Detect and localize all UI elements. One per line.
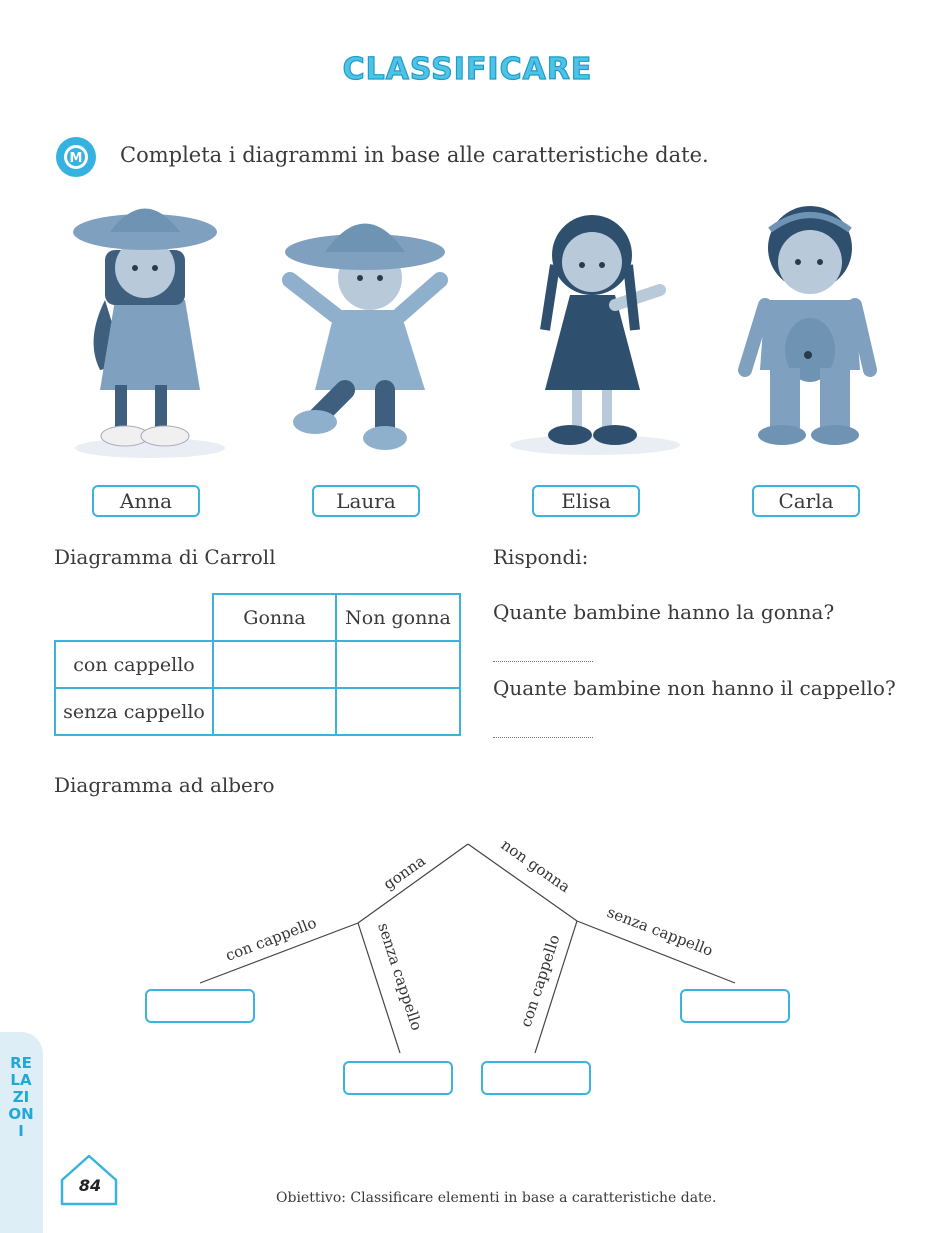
- carroll-corner: [55, 594, 213, 641]
- answers-title: Rispondi:: [493, 545, 589, 569]
- page-number: 84: [78, 1176, 102, 1195]
- carroll-answer-cell[interactable]: [213, 688, 336, 735]
- tree-label-right-senza-cappello: senza cappello: [604, 902, 716, 960]
- question-text: Quante bambine hanno la gonna?: [493, 600, 835, 624]
- carroll-row-header: con cappello: [55, 641, 213, 688]
- carroll-row-header: senza cappello: [55, 688, 213, 735]
- instruction-text: Completa i diagrammi in base alle caratteristiche date.: [120, 143, 709, 167]
- tree-answer-box[interactable]: [343, 1061, 453, 1095]
- answer-line[interactable]: [493, 660, 593, 662]
- tree-label-right-con-cappello: con cappello: [516, 932, 564, 1030]
- carroll-col-header: Gonna: [213, 594, 336, 641]
- page-title: CLASSIFICARE: [342, 52, 593, 87]
- child-figure-anna: [55, 190, 245, 470]
- exercise-icon: [53, 134, 99, 180]
- tree-label-left-senza-cappello: senza cappello: [374, 920, 426, 1033]
- name-label-carla: Carla: [752, 485, 860, 517]
- tree-answer-box[interactable]: [680, 989, 790, 1023]
- answer-line[interactable]: [493, 736, 593, 738]
- carroll-title: Diagramma di Carroll: [54, 545, 276, 569]
- child-figure-elisa: [500, 190, 690, 470]
- carroll-answer-cell[interactable]: [336, 641, 460, 688]
- question-text: Quante bambine non hanno il cappello?: [493, 676, 896, 700]
- tree-title: Diagramma ad albero: [54, 773, 275, 797]
- name-label-anna: Anna: [92, 485, 200, 517]
- carroll-answer-cell[interactable]: [213, 641, 336, 688]
- tree-label-left-con-cappello: con cappello: [222, 913, 319, 965]
- name-label-elisa: Elisa: [532, 485, 640, 517]
- tree-answer-box[interactable]: [481, 1061, 591, 1095]
- tree-answer-box[interactable]: [145, 989, 255, 1023]
- tree-label-non-gonna: non gonna: [497, 835, 574, 897]
- tree-diagram: [0, 820, 935, 1080]
- tree-label-gonna: gonna: [379, 851, 429, 894]
- section-tab-label: RELAZIONI: [8, 1054, 34, 1140]
- name-label-laura: Laura: [312, 485, 420, 517]
- carroll-table: [54, 593, 461, 736]
- objective-text: Obiettivo: Classificare elementi in base a caratteristiche date.: [276, 1190, 717, 1206]
- exercise-icon-letter: M: [69, 151, 83, 166]
- child-figure-carla: [720, 190, 910, 470]
- carroll-answer-cell[interactable]: [336, 688, 460, 735]
- carroll-col-header: Non gonna: [336, 594, 460, 641]
- child-figure-laura: [275, 190, 465, 470]
